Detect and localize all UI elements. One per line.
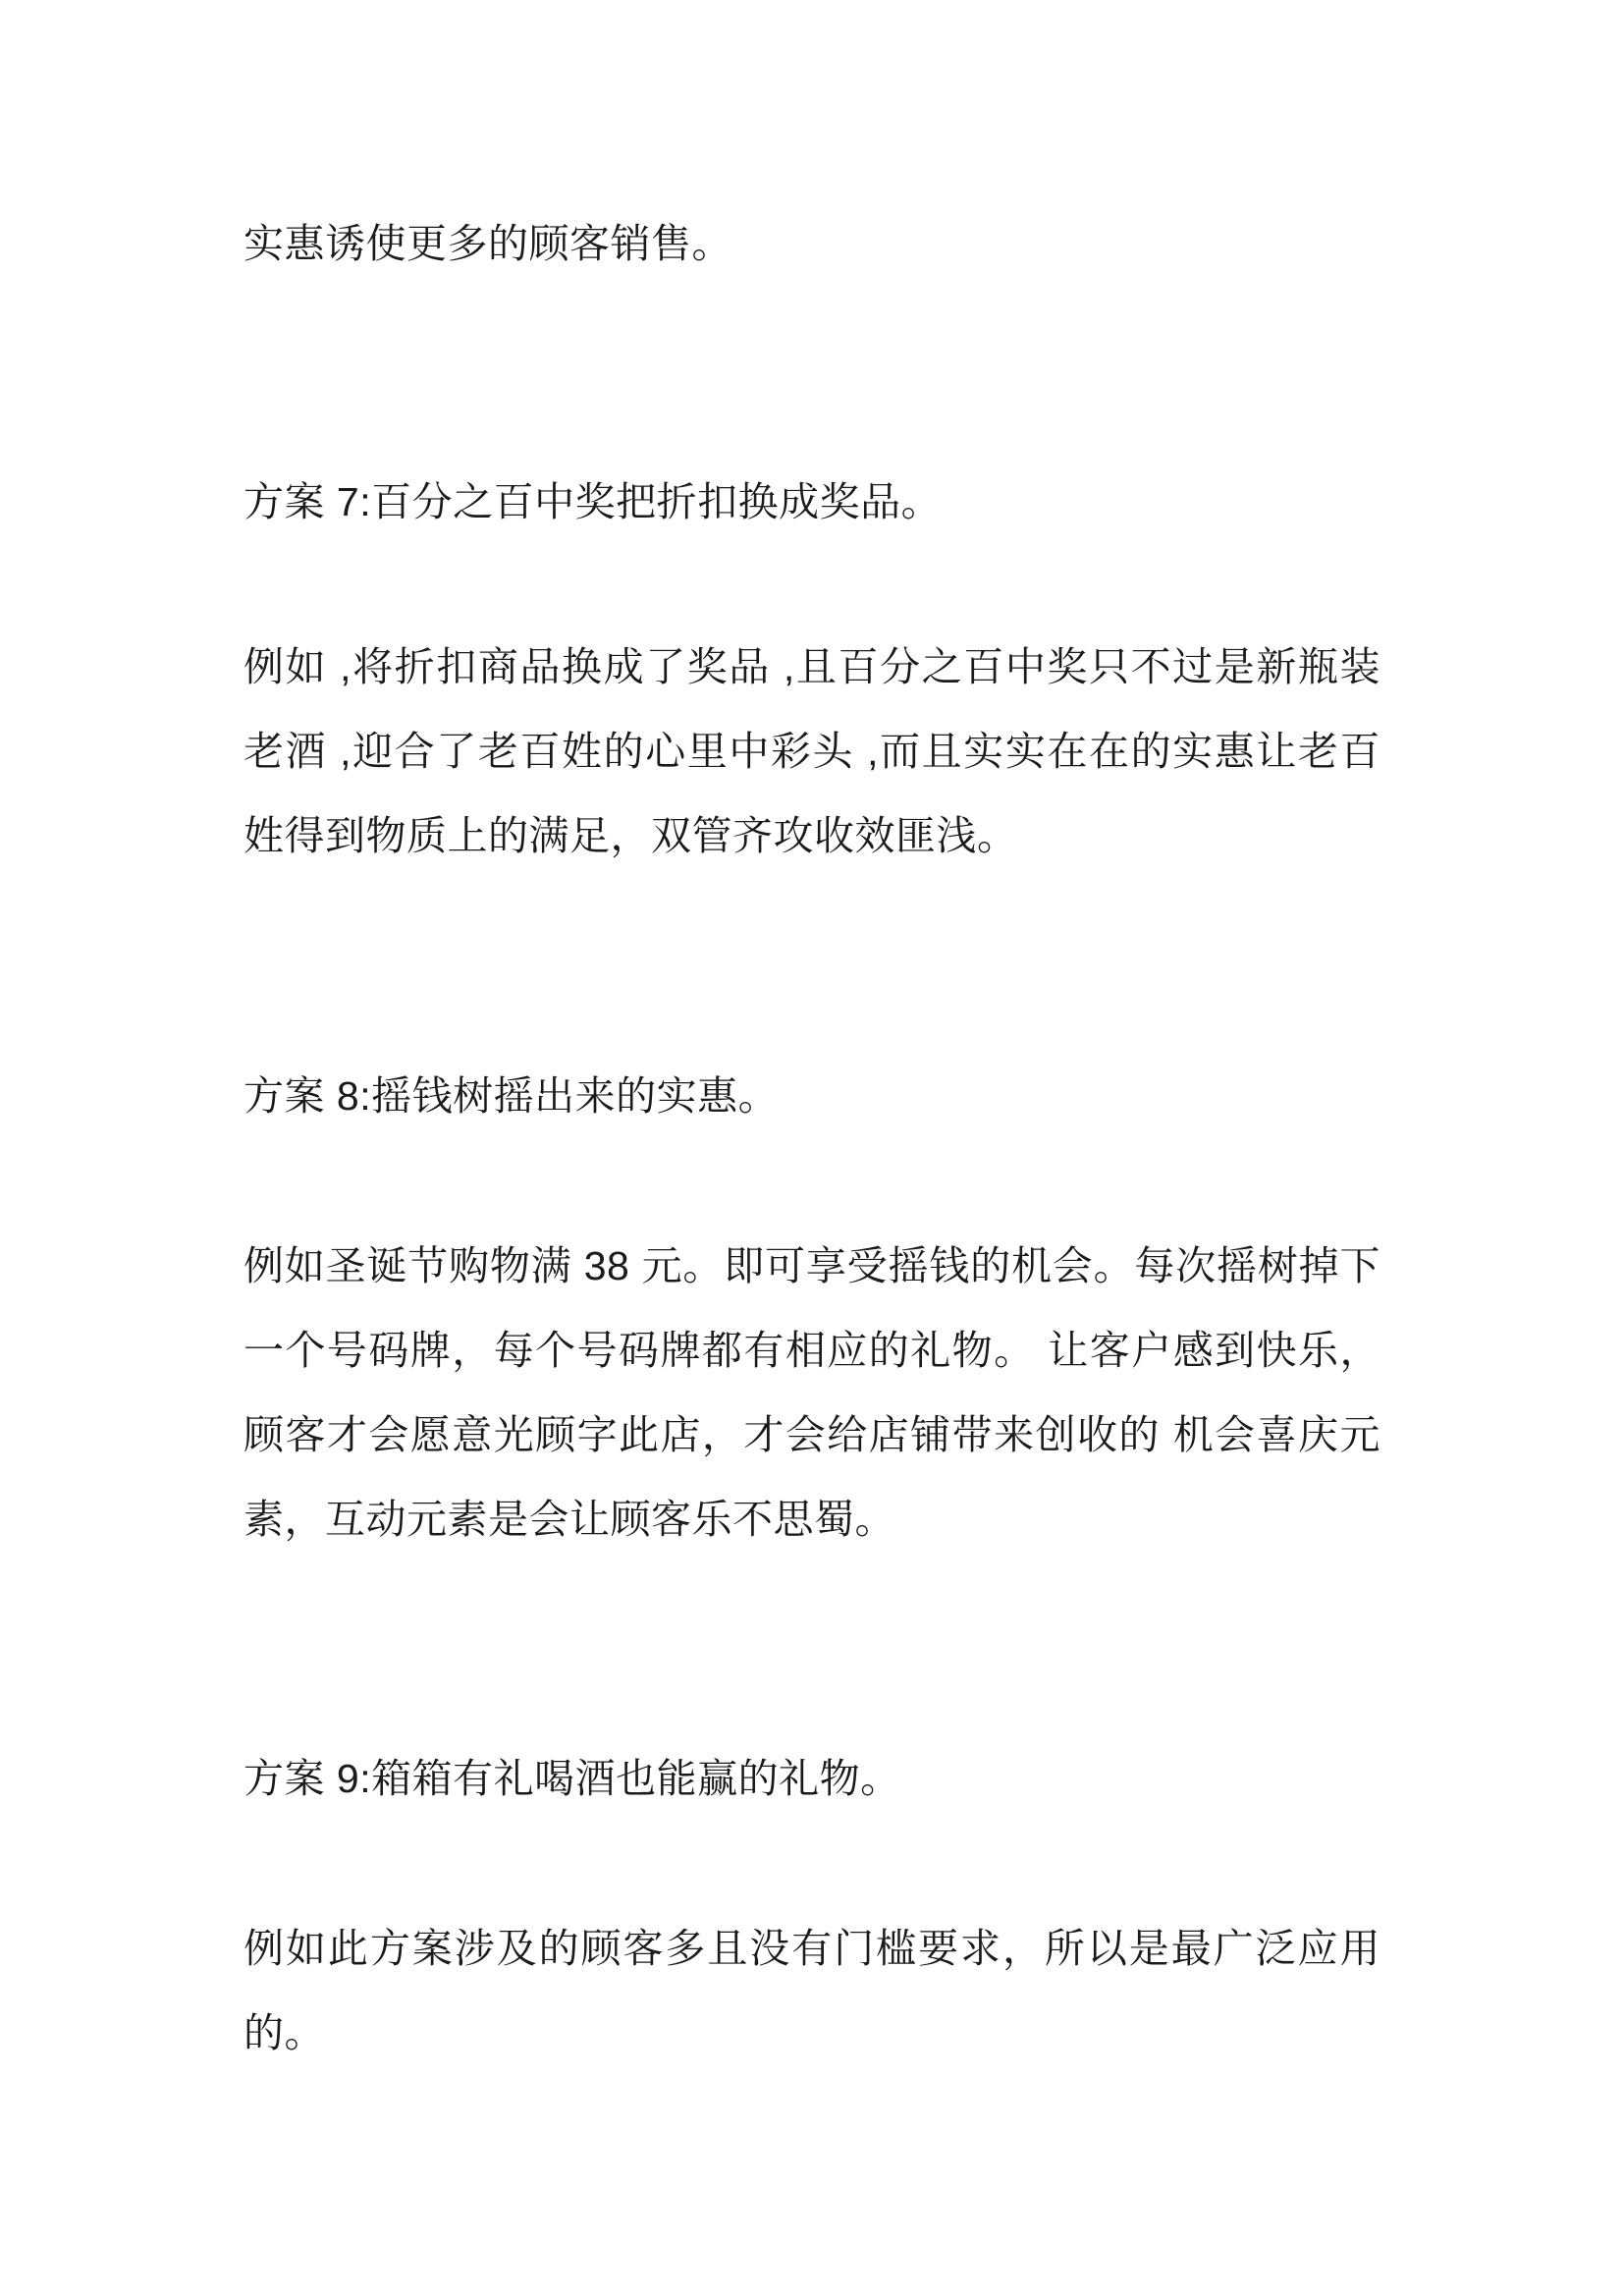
- plan-9-heading: 方案 9:箱箱有礼喝酒也能赢的礼物。: [243, 1756, 901, 1801]
- intro-line: 实惠诱使更多的顾客销售。: [243, 221, 732, 266]
- plan-8-heading: 方案 8:摇钱树摇出来的实惠。: [243, 1073, 780, 1119]
- plan-7-heading: 方案 7:百分之百中奖把折扣换成奖品。: [243, 479, 943, 524]
- plan-9-example-paragraph: 例如此方案涉及的顾客多且没有门槛要求，所以是最广泛应用的。: [243, 1926, 1380, 2055]
- plan-8-example-paragraph: 例如圣诞节购物满 38 元。即可享受摇钱的机会。每次摇树掉下一个号码牌，每个号码牌都有相应的礼物。 让客户感到快乐，顾客才会愿意光顾字此店，才会给店铺带来创收的 机会喜庆元素，互动元素是会让顾客乐不思蜀。: [243, 1243, 1380, 1542]
- document-content: [243, 0, 1380, 2075]
- plan-7-example-paragraph: 例如 ,将折扣商品换成了奖品 ,且百分之百中奖只不过是新瓶装老酒 ,迎合了老百姓的心里中彩头 ,而且实实在在的实惠让老百姓得到物质上的满足，双管齐攻收效匪浅。: [243, 644, 1380, 858]
